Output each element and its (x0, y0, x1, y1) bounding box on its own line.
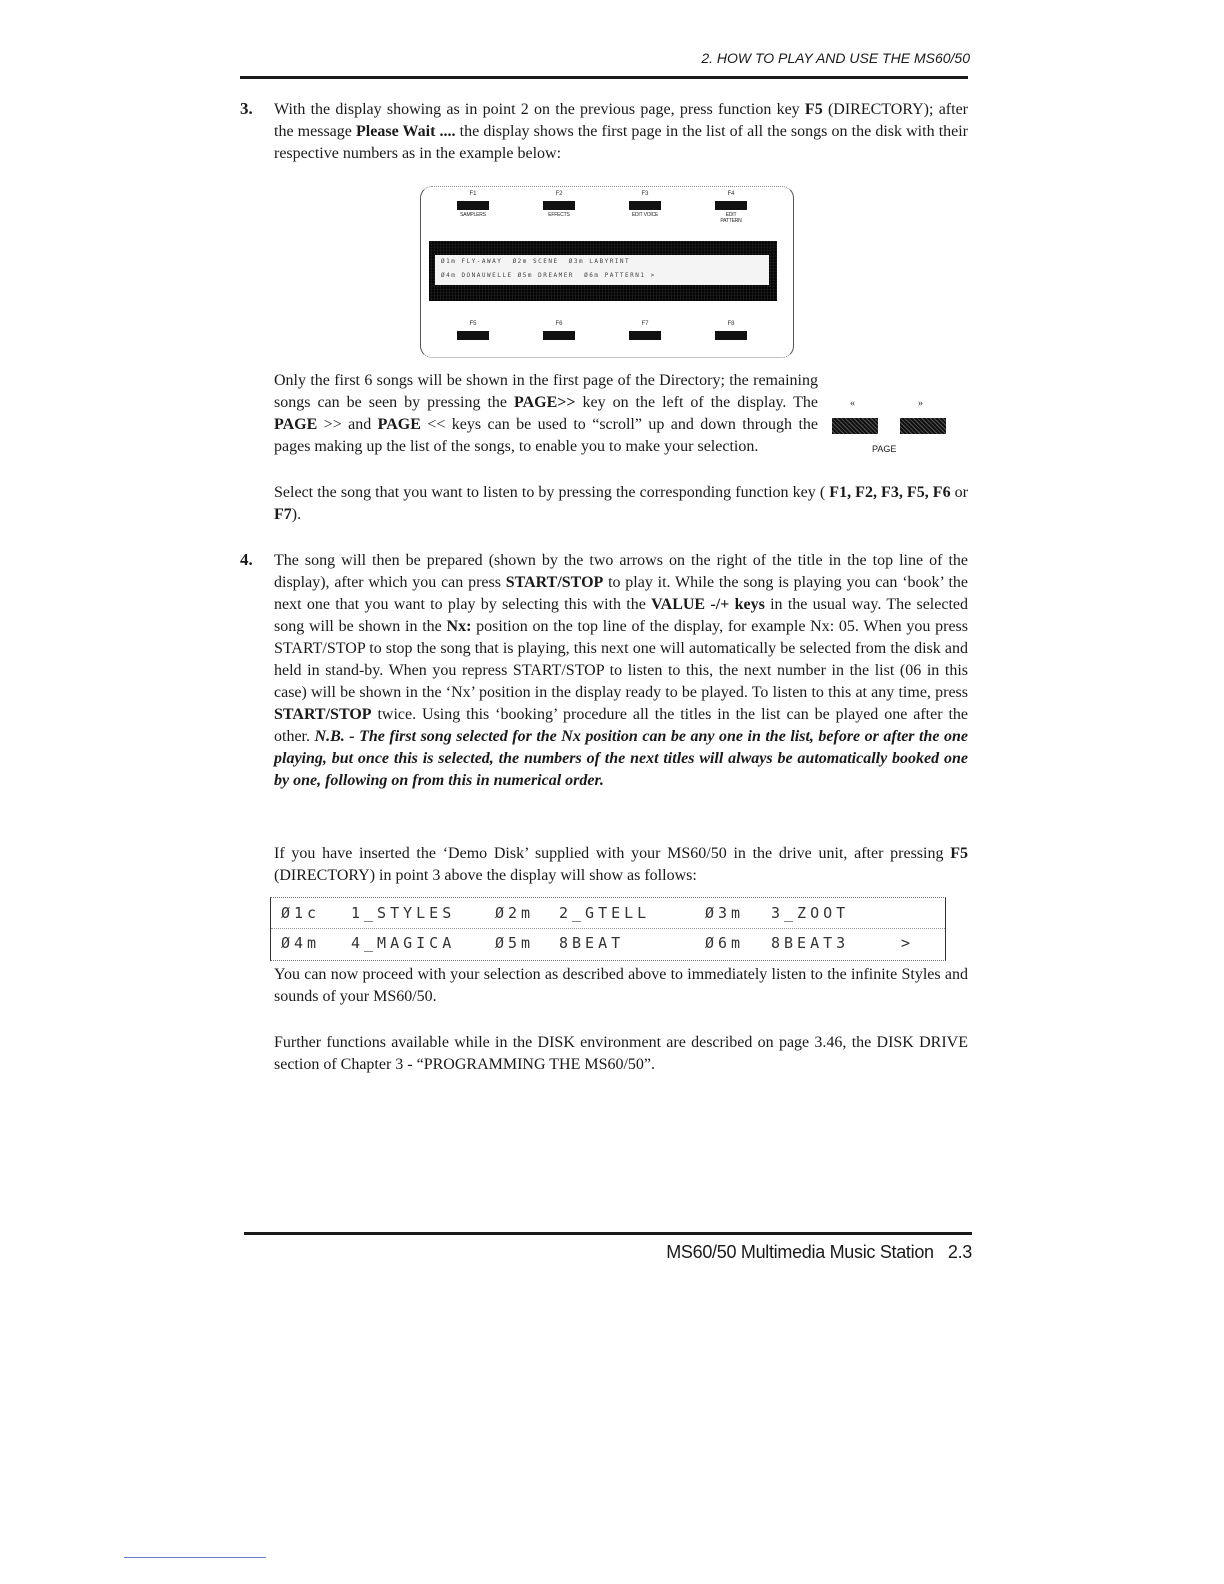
function-key-f7: F7 (629, 321, 661, 342)
song-title: 4_MAGICA (351, 934, 456, 952)
page-number: 2.3 (947, 1242, 972, 1262)
select-paragraph: Select the song that you want to listen to by pressing the corresponding function key ( F1, F2, F3, F5, F6 or F7). (274, 484, 969, 523)
footer-title: MS60/50 Multimedia Music Station (666, 1242, 934, 1262)
song-number: Ø6m (705, 934, 745, 952)
function-key-f4: F4 EDIT PATTERN (715, 191, 747, 224)
step-3-text: With the display showing as in point 2 on the previous page, press function key F5 (DIRECTORY); after the message Please Wait .... the display shows the first page in the list of all the songs on the disk with their respective numbers as in the example below: (274, 101, 969, 162)
page-back-symbol: « (850, 398, 855, 409)
song-title: 3_ZOOT (771, 904, 850, 922)
display-panel-figure (420, 186, 794, 358)
demo-disk-display (270, 897, 946, 961)
function-key-f1: F1 SAMPLERS (457, 191, 489, 218)
more-indicator: > (901, 934, 915, 952)
proceed-paragraph: You can now proceed with your selection as described above to immediately listen to the infinite Styles and sounds of your MS60/50. (274, 966, 968, 1005)
song-title: 1_STYLES (351, 904, 456, 922)
lcd-text: Ø1m FLY-AWAY Ø2m SCENE Ø3m LABYRINT Ø4m DONAUWELLE Ø5m DREAMER Ø6m PATTERN1 > (435, 255, 769, 285)
display-row-2 (281, 934, 941, 956)
lcd-screen (429, 241, 777, 301)
demo-disk-intro: If you have inserted the ‘Demo Disk’ supplied with your MS60/50 in the drive unit, after pressing F5 (DIRECTORY) in point 3 above the display will show as follows: (274, 845, 968, 884)
page-back-key (832, 418, 878, 434)
header-rule (240, 76, 968, 79)
song-number: Ø1c (281, 904, 321, 922)
function-key-f5: F5 (457, 321, 489, 342)
function-key-f3: F3 EDIT VOICE (629, 191, 661, 218)
song-number: Ø3m (705, 904, 745, 922)
running-footer (560, 1242, 972, 1263)
display-row-divider (271, 928, 945, 929)
step-4-text: The song will then be prepared (shown by the two arrows on the right of the title in the top line of the display), after which you can press START/STOP to play it. While the song is playing you can ‘book’ the next one that you want to play by selecting this with the VALUE -/+ keys in the usual way. The selected song will be shown in the Nx: position on the top line of the display, for example Nx: 05. When you press START/STOP to stop the song that is playing, this next one will automatically be selected from the disk and held in stand-by. When you repress START/STOP to listen to this, the next number in the list (06 in this case) will be shown in the ‘Nx’ position in the display ready to be played. To listen to this at any time, press START/STOP twice. Using this ‘booking’ procedure all the titles in the list can be played one after the other. N.B. - The first song selected for the Nx position can be any one in the list, before or after the one playing, but once this is selected, the numbers of the next titles will always be automatically booked one by one, following on from this in numerical order. (274, 552, 969, 789)
nb-note: N.B. - The first song selected for the Nx position can be any one in the list, before or after the one playing, but once this is selected, the numbers of the next titles will always be automatically booked one by one, following on from this in numerical order. (274, 728, 968, 789)
page-key-label: PAGE (872, 444, 897, 454)
directory-paragraph: Only the first 6 songs will be shown in the first page of the Directory; the remaining songs can be seen by pressing the PAGE>> key on the left of the display. The PAGE >> and PAGE << keys can be used to “scroll” up and down through the pages making up the list of the songs, to enable you to make your selection. (274, 372, 819, 455)
footer-rule (244, 1232, 972, 1235)
song-title: 8BEAT (559, 934, 625, 952)
function-key-f6: F6 (543, 321, 575, 342)
display-row-1 (281, 904, 941, 926)
song-number: Ø2m (495, 904, 535, 922)
song-number: Ø5m (495, 934, 535, 952)
function-key-f8: F8 (715, 321, 747, 342)
further-paragraph: Further functions available while in the DISK environment are described on page 3.46, the DISK DRIVE section of Chapter 3 - “PROGRAMMING THE MS60/50”. (274, 1034, 968, 1073)
song-title: 2_GTELL (559, 904, 651, 922)
bottom-edge-mark (124, 1557, 266, 1558)
function-key-f2: F2 EFFECTS (543, 191, 575, 218)
running-header: 2. HOW TO PLAY AND USE THE MS60/50 (701, 50, 970, 66)
step-3-number: 3. (240, 99, 253, 118)
song-number: Ø4m (281, 934, 321, 952)
page-forward-key (900, 418, 946, 434)
step-4-number: 4. (240, 550, 253, 569)
song-title: 8BEAT3 (771, 934, 850, 952)
page-forward-symbol: » (918, 398, 923, 409)
page-keys-figure (830, 398, 960, 458)
